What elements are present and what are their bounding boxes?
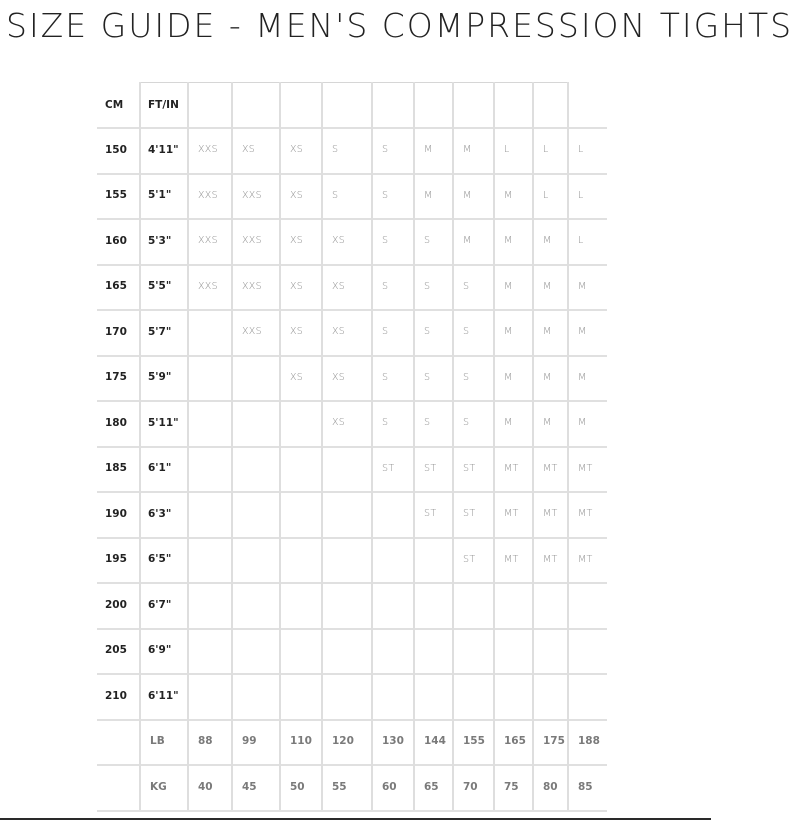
grid-line [321, 82, 323, 810]
weight-value: 88 [198, 735, 213, 748]
grid-line [97, 810, 607, 812]
size-cell: S [424, 326, 431, 338]
row-ftin: 5'11" [148, 416, 179, 429]
size-cell: M [504, 280, 513, 292]
weight-value: 55 [332, 780, 347, 793]
row-cm: 175 [105, 371, 127, 384]
row-cm: 150 [105, 143, 127, 156]
size-cell: M [504, 235, 513, 247]
size-cell: M [463, 144, 472, 156]
size-cell: L [578, 189, 584, 201]
size-cell [414, 673, 453, 719]
row-cm: 180 [105, 416, 127, 429]
weight-value: 75 [504, 780, 519, 793]
weight-value: 120 [332, 735, 354, 748]
size-cell [322, 446, 372, 492]
size-cell [453, 628, 494, 674]
size-cell: XXS [242, 235, 262, 247]
row-cm: 160 [105, 234, 127, 247]
size-cell: MT [543, 508, 558, 520]
size-cell: M [543, 235, 552, 247]
weight-value: 85 [578, 780, 593, 793]
size-cell [188, 491, 232, 537]
row-cm: 170 [105, 325, 127, 338]
size-cell [280, 673, 322, 719]
size-cell: XS [290, 280, 304, 292]
size-cell [188, 628, 232, 674]
size-cell: L [578, 235, 584, 247]
size-cell [494, 582, 533, 628]
size-cell: S [382, 235, 389, 247]
size-cell [494, 628, 533, 674]
row-cm: 155 [105, 189, 127, 202]
size-cell: ST [382, 462, 395, 474]
row-cm: 210 [105, 689, 127, 702]
size-cell: XXS [198, 189, 218, 201]
size-cell [232, 400, 280, 446]
weight-value: 175 [543, 735, 565, 748]
size-cell: S [382, 189, 389, 201]
weight-value: 110 [290, 735, 312, 748]
grid-line [97, 309, 607, 311]
size-cell: S [463, 326, 470, 338]
size-cell [453, 582, 494, 628]
grid-line [139, 82, 141, 810]
size-cell: XS [332, 280, 346, 292]
weight-value: 70 [463, 780, 478, 793]
size-cell [533, 673, 568, 719]
size-cell: XS [290, 326, 304, 338]
size-cell: MT [504, 553, 519, 565]
size-cell: XS [332, 371, 346, 383]
size-cell: XXS [198, 280, 218, 292]
size-cell [453, 673, 494, 719]
size-cell: XS [290, 235, 304, 247]
bottom-divider [0, 818, 711, 820]
size-cell [322, 537, 372, 583]
size-cell [280, 537, 322, 583]
size-cell: MT [504, 462, 519, 474]
row-ftin: 6'5" [148, 553, 172, 566]
size-cell: XS [332, 235, 346, 247]
size-cell: ST [463, 553, 476, 565]
size-cell: L [543, 189, 549, 201]
size-cell [232, 582, 280, 628]
weight-value: 188 [578, 735, 600, 748]
size-cell [232, 491, 280, 537]
row-cm: 205 [105, 644, 127, 657]
weight-value: 45 [242, 780, 257, 793]
row-ftin: 5'3" [148, 234, 172, 247]
size-cell: M [424, 144, 433, 156]
size-cell [188, 537, 232, 583]
grid-line [567, 82, 569, 127]
size-cell [232, 446, 280, 492]
size-cell [322, 491, 372, 537]
size-cell [372, 673, 414, 719]
row-cm: 195 [105, 553, 127, 566]
grid-line [279, 82, 281, 810]
size-cell: S [332, 144, 339, 156]
weight-value: 65 [424, 780, 439, 793]
row-ftin: 5'7" [148, 325, 172, 338]
size-cell: S [382, 280, 389, 292]
header-ftin: FT/IN [148, 98, 179, 111]
size-cell: ST [463, 508, 476, 520]
size-cell: S [463, 371, 470, 383]
header-cm: CM [105, 98, 124, 111]
size-cell [414, 537, 453, 583]
weight-unit-lb: LB [150, 735, 165, 748]
grid-line [97, 764, 607, 766]
size-cell [494, 673, 533, 719]
grid-line [97, 628, 607, 630]
size-cell: XXS [242, 189, 262, 201]
size-cell [232, 628, 280, 674]
grid-line [97, 127, 607, 129]
row-cm: 190 [105, 507, 127, 520]
size-cell [372, 491, 414, 537]
grid-line [97, 218, 607, 220]
grid-line [231, 82, 233, 810]
size-cell: ST [424, 508, 437, 520]
size-cell: XS [332, 326, 346, 338]
weight-value: 165 [504, 735, 526, 748]
size-cell: L [578, 144, 584, 156]
grid-line [413, 82, 415, 810]
weight-value: 99 [242, 735, 257, 748]
size-cell [232, 673, 280, 719]
size-cell: M [578, 326, 587, 338]
size-cell [372, 628, 414, 674]
row-cm: 165 [105, 280, 127, 293]
size-cell [280, 400, 322, 446]
size-cell: ST [463, 462, 476, 474]
size-cell: S [463, 280, 470, 292]
size-cell [188, 446, 232, 492]
row-ftin: 6'1" [148, 462, 172, 475]
weight-unit-kg: KG [150, 780, 167, 793]
size-cell [232, 355, 280, 401]
grid-line [97, 173, 607, 175]
size-cell: XXS [198, 144, 218, 156]
grid-line [97, 264, 607, 266]
grid-line [532, 82, 534, 810]
size-cell: M [424, 189, 433, 201]
size-cell: XXS [242, 280, 262, 292]
grid-line [97, 719, 607, 721]
size-cell: XXS [242, 326, 262, 338]
size-cell: ST [424, 462, 437, 474]
size-cell: S [382, 144, 389, 156]
grid-line [97, 582, 607, 584]
weight-value: 50 [290, 780, 305, 793]
size-cell [280, 491, 322, 537]
size-cell: M [543, 326, 552, 338]
size-cell [232, 537, 280, 583]
size-cell [414, 582, 453, 628]
grid-line [97, 355, 607, 357]
size-cell [322, 628, 372, 674]
row-ftin: 4'11" [148, 143, 179, 156]
size-cell [188, 673, 232, 719]
size-cell [280, 582, 322, 628]
size-cell: XS [332, 417, 346, 429]
grid-line [140, 82, 568, 83]
size-cell [533, 628, 568, 674]
size-cell: S [332, 189, 339, 201]
size-cell: M [543, 280, 552, 292]
size-cell: L [543, 144, 549, 156]
size-cell [533, 582, 568, 628]
size-cell [568, 582, 607, 628]
size-cell: M [504, 189, 513, 201]
size-cell [568, 673, 607, 719]
row-ftin: 6'11" [148, 689, 179, 702]
size-cell [322, 673, 372, 719]
size-cell: S [382, 371, 389, 383]
size-cell [322, 582, 372, 628]
size-cell [188, 355, 232, 401]
size-cell: XS [290, 189, 304, 201]
size-cell: M [504, 326, 513, 338]
grid-line [371, 82, 373, 810]
size-cell [414, 628, 453, 674]
size-cell [280, 628, 322, 674]
size-cell: MT [578, 553, 593, 565]
size-cell: XXS [198, 235, 218, 247]
row-ftin: 5'5" [148, 280, 172, 293]
size-cell [188, 309, 232, 355]
row-ftin: 6'9" [148, 644, 172, 657]
page-title: SIZE GUIDE - MEN'S COMPRESSION TIGHTS [6, 6, 793, 45]
grid-line [493, 82, 495, 810]
row-cm: 200 [105, 598, 127, 611]
size-cell: XS [290, 371, 304, 383]
weight-value: 40 [198, 780, 213, 793]
size-cell: M [578, 280, 587, 292]
size-cell: MT [578, 508, 593, 520]
size-cell: MT [504, 508, 519, 520]
size-cell: XS [242, 144, 256, 156]
size-cell: L [504, 144, 510, 156]
grid-line [97, 491, 607, 493]
weight-value: 155 [463, 735, 485, 748]
grid-line [452, 82, 454, 810]
size-cell: MT [543, 553, 558, 565]
row-ftin: 5'9" [148, 371, 172, 384]
size-cell [280, 446, 322, 492]
weight-value: 60 [382, 780, 397, 793]
size-cell: S [424, 280, 431, 292]
weight-value: 80 [543, 780, 558, 793]
size-cell: S [382, 326, 389, 338]
size-cell: MT [543, 462, 558, 474]
size-cell: M [578, 371, 587, 383]
size-cell: M [504, 371, 513, 383]
grid-line [97, 673, 607, 675]
row-ftin: 6'3" [148, 507, 172, 520]
size-cell: M [578, 417, 587, 429]
size-cell: M [504, 417, 513, 429]
row-ftin: 5'1" [148, 189, 172, 202]
weight-value: 144 [424, 735, 446, 748]
size-cell [568, 628, 607, 674]
size-cell: XS [290, 144, 304, 156]
size-cell [372, 537, 414, 583]
grid-line [567, 127, 569, 810]
size-cell: M [463, 189, 472, 201]
size-cell: M [543, 417, 552, 429]
size-cell: M [543, 371, 552, 383]
size-cell: M [463, 235, 472, 247]
size-cell: S [424, 235, 431, 247]
size-cell: S [382, 417, 389, 429]
grid-line [97, 400, 607, 402]
size-cell: MT [578, 462, 593, 474]
grid-line [97, 446, 607, 448]
row-cm: 185 [105, 462, 127, 475]
size-cell [372, 582, 414, 628]
size-cell: S [424, 371, 431, 383]
size-cell [188, 400, 232, 446]
row-ftin: 6'7" [148, 598, 172, 611]
size-cell: S [424, 417, 431, 429]
grid-line [97, 537, 607, 539]
weight-value: 130 [382, 735, 404, 748]
size-cell: S [463, 417, 470, 429]
size-cell [188, 582, 232, 628]
grid-line [187, 82, 189, 810]
